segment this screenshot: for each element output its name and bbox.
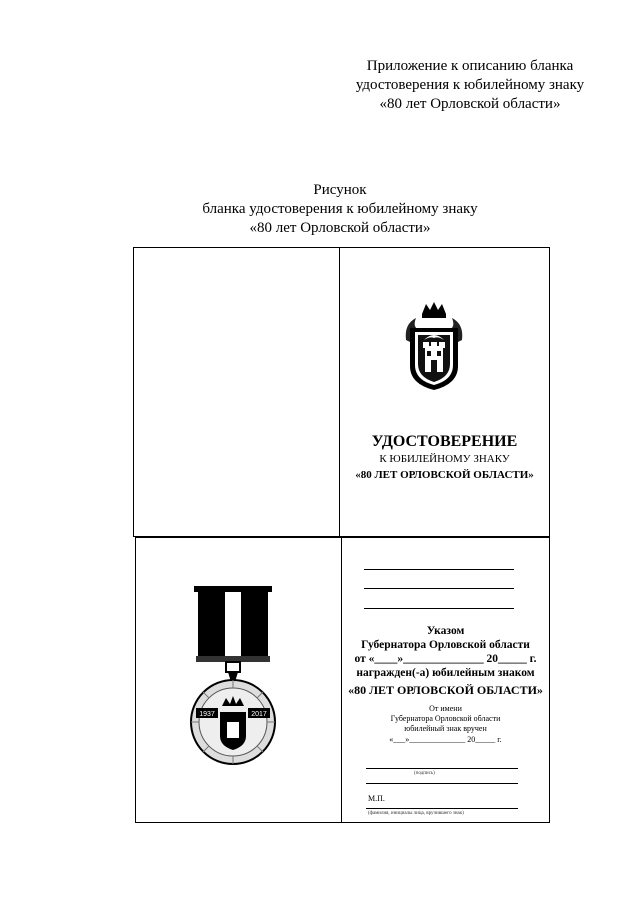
signature-line [366,768,518,769]
on-behalf-line-3: юбилейный знак вручен [404,724,487,733]
governor-label: Губернатора Орловской области [361,639,530,651]
coat-of-arms-icon [402,300,466,394]
bottom-line [366,808,518,809]
cover-subtitle: К ЮБИЛЕЙНОМУ ЗНАКУ [379,453,510,465]
bottom-caption: (фамилия, инициалы лица, вручившего знак) [368,811,464,816]
medal-icon [186,586,276,786]
header-line-3: «80 лет Орловской области» [379,96,561,112]
certificate-inside-panel [341,537,550,823]
medal-panel [135,537,343,823]
name-line-2 [364,588,514,589]
cover-award-name: «80 ЛЕТ ОРЛОВСКОЙ ОБЛАСТИ» [355,469,534,481]
caption-line-2: бланка удостоверения к юбилейному знаку [202,201,478,217]
on-behalf-line-1: От имени [429,704,462,713]
name-line-1 [364,569,514,570]
cover-front-panel [339,247,550,537]
header-line-1: Приложение к описанию бланка [366,58,574,74]
on-behalf-line-2: Губернатора Орловской области [390,714,501,723]
seal-label: М.П. [368,794,385,803]
caption-line-3: «80 лет Орловской области» [249,220,431,236]
signature-caption: (подпись) [414,771,435,776]
cover-back-panel [133,247,341,537]
name-line-3 [364,608,514,609]
header-line-2: удостоверения к юбилейному знаку [355,77,585,93]
figure-caption [140,181,540,238]
handover-date: «___»______________ 20_____ г. [389,735,502,744]
decree-label: Указом [426,625,465,637]
medal-year-left: 1937 [199,711,215,718]
cover-title: УДОСТОВЕРЕНИЕ [371,433,518,450]
medal-year-right: 2017 [251,711,267,718]
decree-date: от «____»______________ 20_____ г. [354,653,537,665]
attachment-header [300,57,640,114]
caption-line-1: Рисунок [313,182,367,198]
award-name: «80 ЛЕТ ОРЛОВСКОЙ ОБЛАСТИ» [348,683,543,697]
separator-line [366,783,518,784]
awarded-label: награжден(-а) юбилейным знаком [356,667,535,679]
